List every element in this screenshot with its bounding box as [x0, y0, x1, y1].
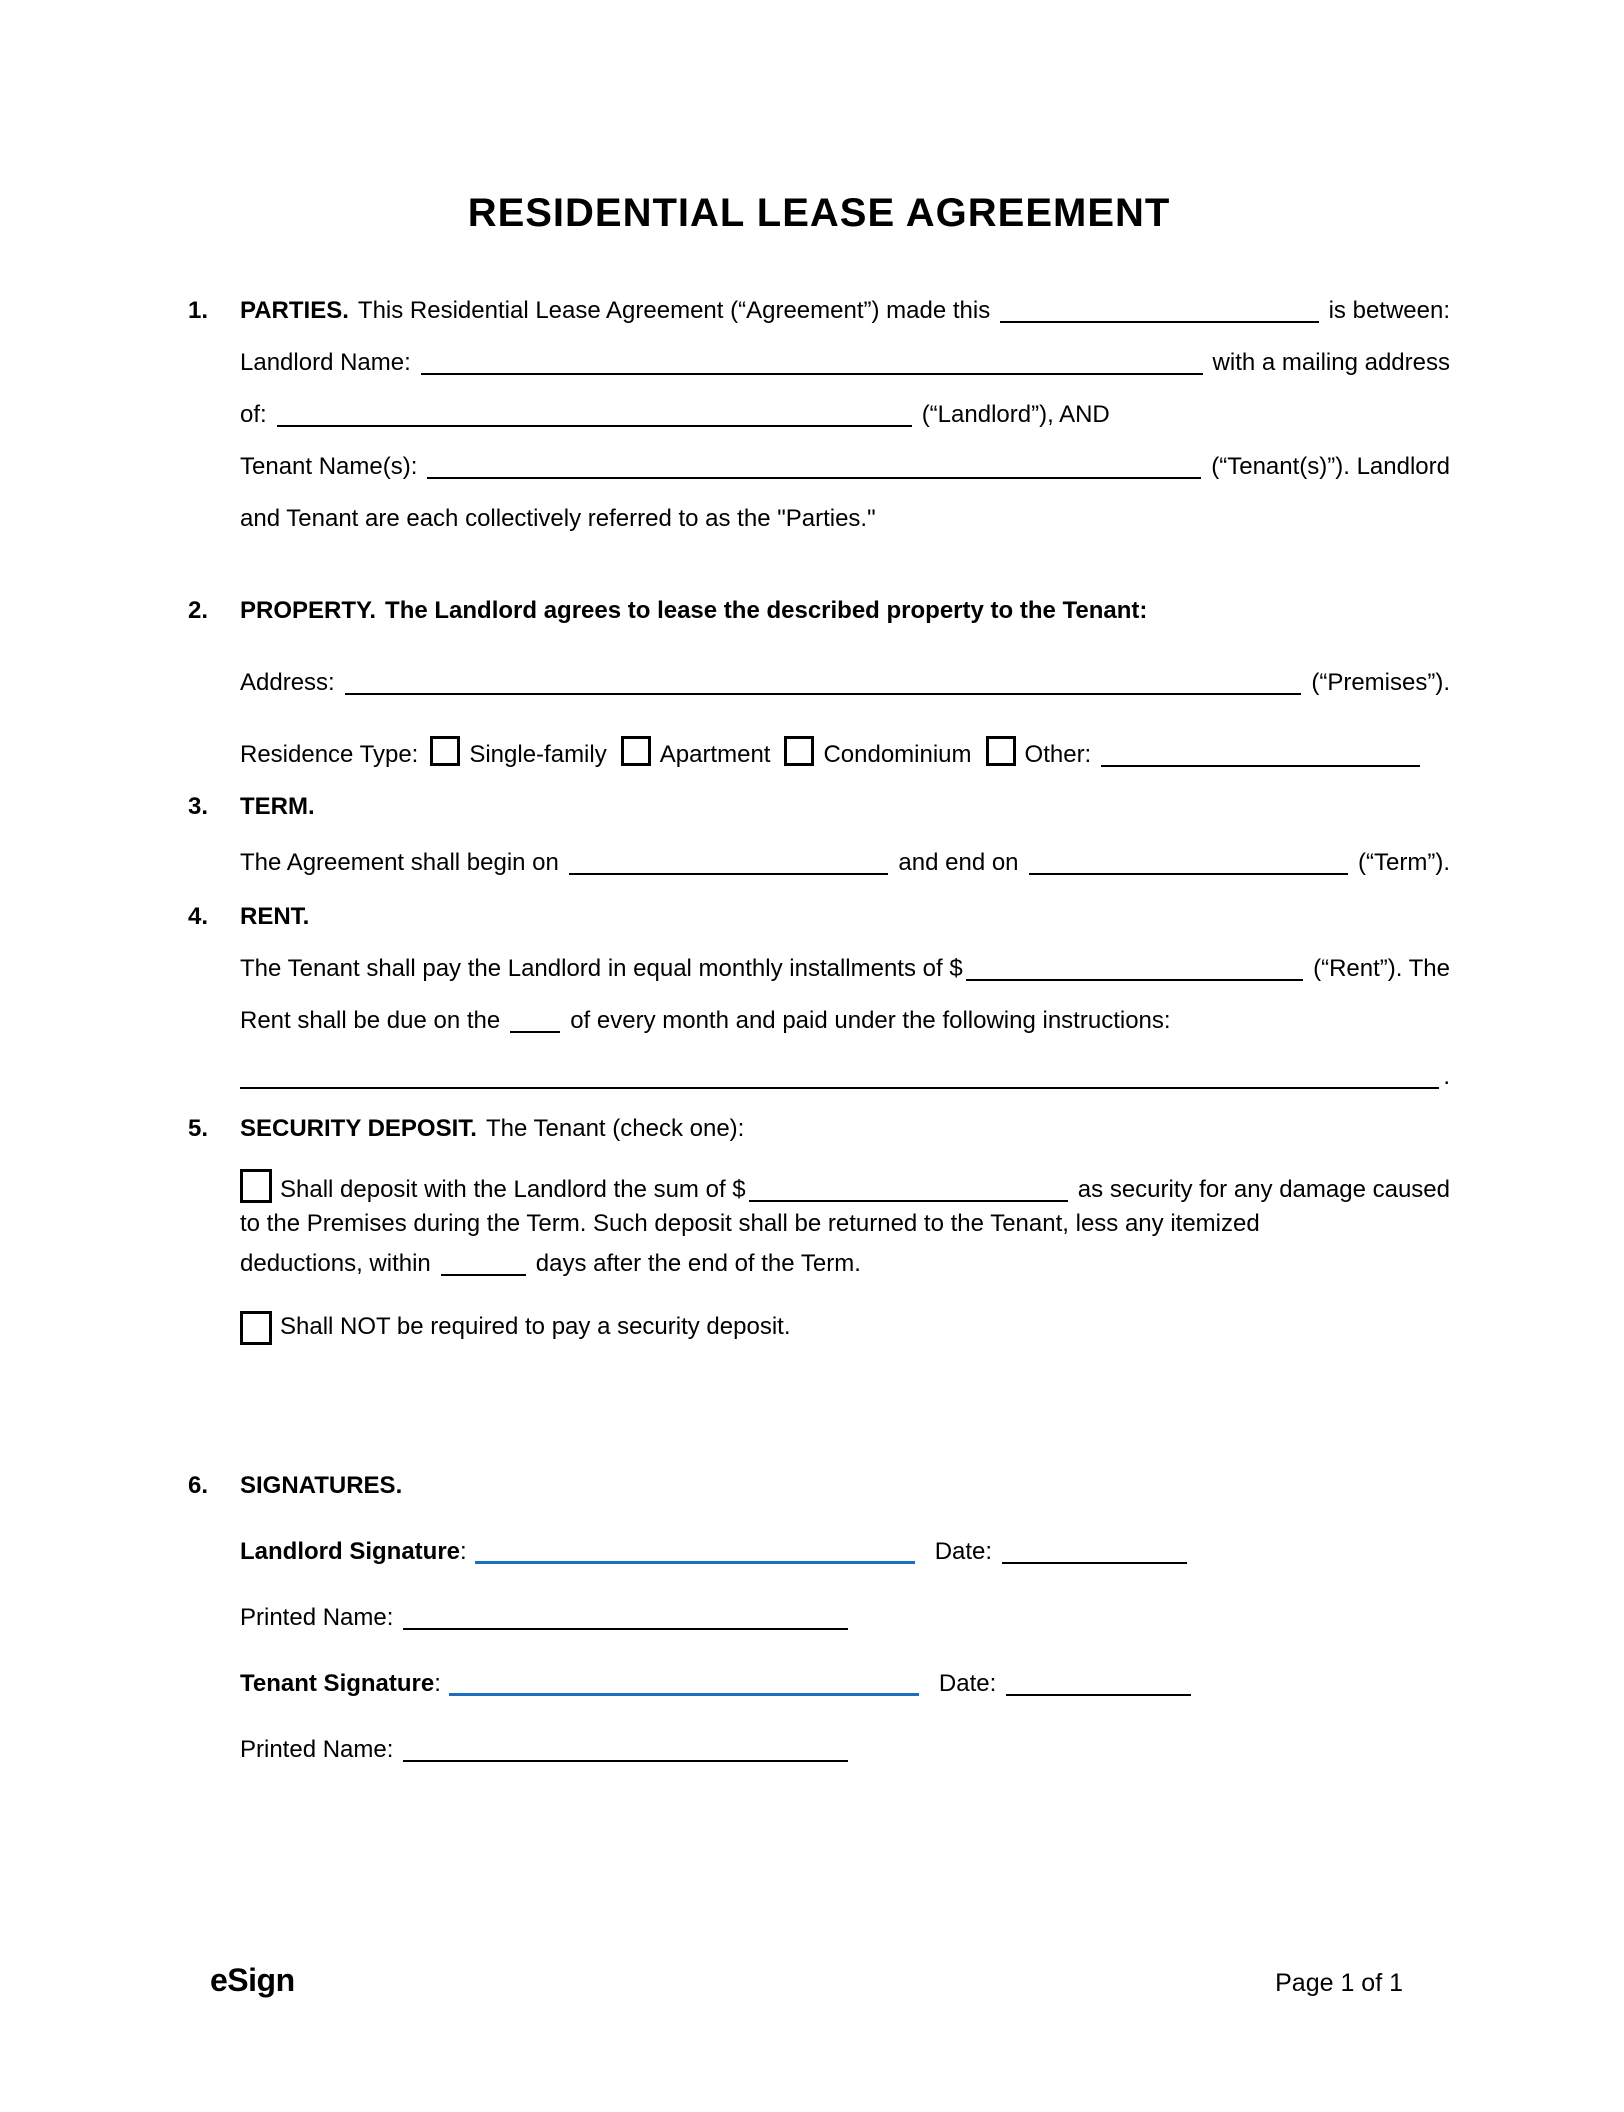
date-label: Date: [934, 1538, 993, 1565]
single-family-label: Single-family [469, 741, 607, 768]
tenant-printed-name-row [240, 1724, 1450, 1776]
parties-heading-line [188, 285, 1450, 337]
landlord-date-field[interactable] [1002, 1534, 1187, 1564]
page-number: Page 1 of 1 [1275, 1969, 1403, 1997]
landlord-address-after-text: (“Landlord”), AND [921, 401, 1110, 428]
apartment-label: Apartment [659, 741, 771, 768]
tenant-name-line [240, 441, 1450, 493]
checkbox-apartment[interactable] [621, 736, 651, 766]
section-property [188, 585, 1450, 781]
esign-logo: eSign [210, 1962, 295, 1998]
deposit-security-text: as security for any damage caused [1077, 1176, 1450, 1203]
rent-instructions-text: of every month and paid under the following instructions: [570, 1007, 1171, 1034]
deposit-option-line-3 [240, 1241, 1450, 1281]
section-number: 6. [188, 1472, 209, 1499]
days-after-text: days after the end of the Term. [535, 1250, 861, 1277]
landlord-name-line [240, 337, 1450, 389]
checkbox-no-deposit[interactable] [240, 1311, 272, 1345]
rent-due-text: Rent shall be due on the [240, 1007, 501, 1034]
landlord-signature-label: Landlord Signature [240, 1538, 461, 1565]
rent-due-day-field[interactable] [510, 1003, 560, 1033]
deposit-sum-text: Shall deposit with the Landlord the sum of $ [280, 1176, 746, 1203]
period-text: . [1443, 1063, 1450, 1090]
address-label: Address: [240, 669, 335, 696]
agreement-date-field[interactable] [1000, 293, 1318, 323]
payment-instructions-line [240, 1051, 1450, 1103]
colon: : [434, 1670, 441, 1697]
tenant-date-field[interactable] [1006, 1666, 1191, 1696]
parties-closing-line [240, 493, 1450, 545]
deductions-text: deductions, within [240, 1250, 431, 1277]
deposit-option-line-2 [240, 1207, 1450, 1241]
section-signatures [188, 1460, 1450, 1776]
signatures-heading-line [188, 1460, 1450, 1512]
tenant-signature-row [240, 1658, 1450, 1710]
page-title: RESIDENTIAL LEASE AGREEMENT [467, 191, 1171, 235]
term-begin-text: The Agreement shall begin on [240, 849, 559, 876]
landlord-name-label: Landlord Name: [240, 349, 411, 376]
rent-due-line [240, 995, 1450, 1047]
rent-amount-text: The Tenant shall pay the Landlord in equal monthly installments of $ [240, 955, 963, 982]
tenant-signature-field[interactable] [449, 1665, 919, 1696]
term-end-text: and end on [898, 849, 1019, 876]
deposit-amount-field[interactable] [749, 1172, 1068, 1202]
landlord-printed-name-field[interactable] [403, 1600, 848, 1630]
tenant-names-field[interactable] [427, 449, 1201, 479]
term-heading-line [188, 781, 1450, 833]
payment-instructions-field[interactable] [240, 1059, 1439, 1089]
other-label: Other: [1024, 741, 1092, 768]
parties-intro-text: This Residential Lease Agreement (“Agreement”) made this [357, 297, 991, 324]
checkbox-deposit-required[interactable] [240, 1169, 272, 1203]
section-heading: PARTIES. [240, 297, 349, 324]
date-label: Date: [938, 1670, 997, 1697]
section-rent [188, 891, 1450, 1103]
parties-intro-text-end: is between: [1328, 297, 1450, 324]
section-heading: SIGNATURES. [240, 1472, 403, 1499]
landlord-signature-row [240, 1526, 1450, 1578]
premises-address-field[interactable] [345, 665, 1302, 695]
checkbox-single-family[interactable] [430, 736, 460, 766]
tenant-printed-name-field[interactable] [403, 1732, 848, 1762]
landlord-address-line [240, 389, 1450, 441]
residence-type-line [240, 729, 1450, 781]
page-footer [0, 1962, 1624, 1999]
residence-type-label: Residence Type: [240, 741, 419, 768]
deposit-return-text: to the Premises during the Term. Such deposit shall be returned to the Tenant, less any itemized [240, 1210, 1260, 1237]
checkbox-other[interactable] [986, 736, 1016, 766]
other-residence-field[interactable] [1101, 737, 1420, 767]
no-deposit-option [240, 1309, 1450, 1345]
property-heading-text: The Landlord agrees to lease the described property to the Tenant: [385, 597, 1148, 624]
landlord-printed-name-row [240, 1592, 1450, 1644]
section-parties [188, 285, 1450, 545]
rent-amount-line [240, 943, 1450, 995]
checkbox-condominium[interactable] [784, 736, 814, 766]
premises-text: (“Premises”). [1311, 669, 1450, 696]
rent-amount-field[interactable] [966, 951, 1303, 981]
term-label-text: (“Term”). [1358, 849, 1451, 876]
term-body-line [240, 837, 1450, 889]
section-number: 3. [188, 793, 209, 820]
section-number: 2. [188, 597, 209, 624]
section-heading: SECURITY DEPOSIT. [240, 1115, 477, 1142]
deposit-return-days-field[interactable] [441, 1246, 526, 1276]
section-heading: RENT. [240, 903, 310, 930]
address-line [240, 657, 1450, 709]
section-number: 1. [188, 297, 209, 324]
tenant-signature-label: Tenant Signature [240, 1670, 435, 1697]
landlord-name-field[interactable] [421, 345, 1203, 375]
property-heading-line [188, 585, 1450, 637]
rent-heading-line [188, 891, 1450, 943]
section-number: 5. [188, 1115, 209, 1142]
term-end-date-field[interactable] [1029, 845, 1349, 875]
no-deposit-text: Shall NOT be required to pay a security deposit. [280, 1313, 791, 1340]
deposit-required-option [240, 1167, 1450, 1281]
colon: : [460, 1538, 467, 1565]
condominium-label: Condominium [823, 741, 972, 768]
term-start-date-field[interactable] [569, 845, 889, 875]
tenant-name-after-text: (“Tenant(s)”). Landlord [1211, 453, 1450, 480]
rent-label-text: (“Rent”). The [1313, 955, 1450, 982]
printed-name-label: Printed Name: [240, 1736, 394, 1763]
section-term [188, 781, 1450, 889]
landlord-name-after-text: with a mailing address [1212, 349, 1450, 376]
section-number: 4. [188, 903, 209, 930]
printed-name-label: Printed Name: [240, 1604, 394, 1631]
of-label: of: [240, 401, 267, 428]
section-security-deposit [188, 1103, 1450, 1345]
landlord-address-field[interactable] [277, 397, 912, 427]
landlord-signature-field[interactable] [475, 1533, 915, 1564]
security-deposit-heading-text: The Tenant (check one): [485, 1115, 745, 1142]
no-deposit-line [240, 1309, 1450, 1345]
parties-closing-text: and Tenant are each collectively referred to as the "Parties." [240, 505, 876, 532]
section-heading: PROPERTY. [240, 597, 377, 624]
deposit-option-line-1 [240, 1167, 1450, 1207]
security-deposit-heading-line [188, 1103, 1450, 1155]
tenant-name-label: Tenant Name(s): [240, 453, 418, 480]
section-heading: TERM. [240, 793, 315, 820]
